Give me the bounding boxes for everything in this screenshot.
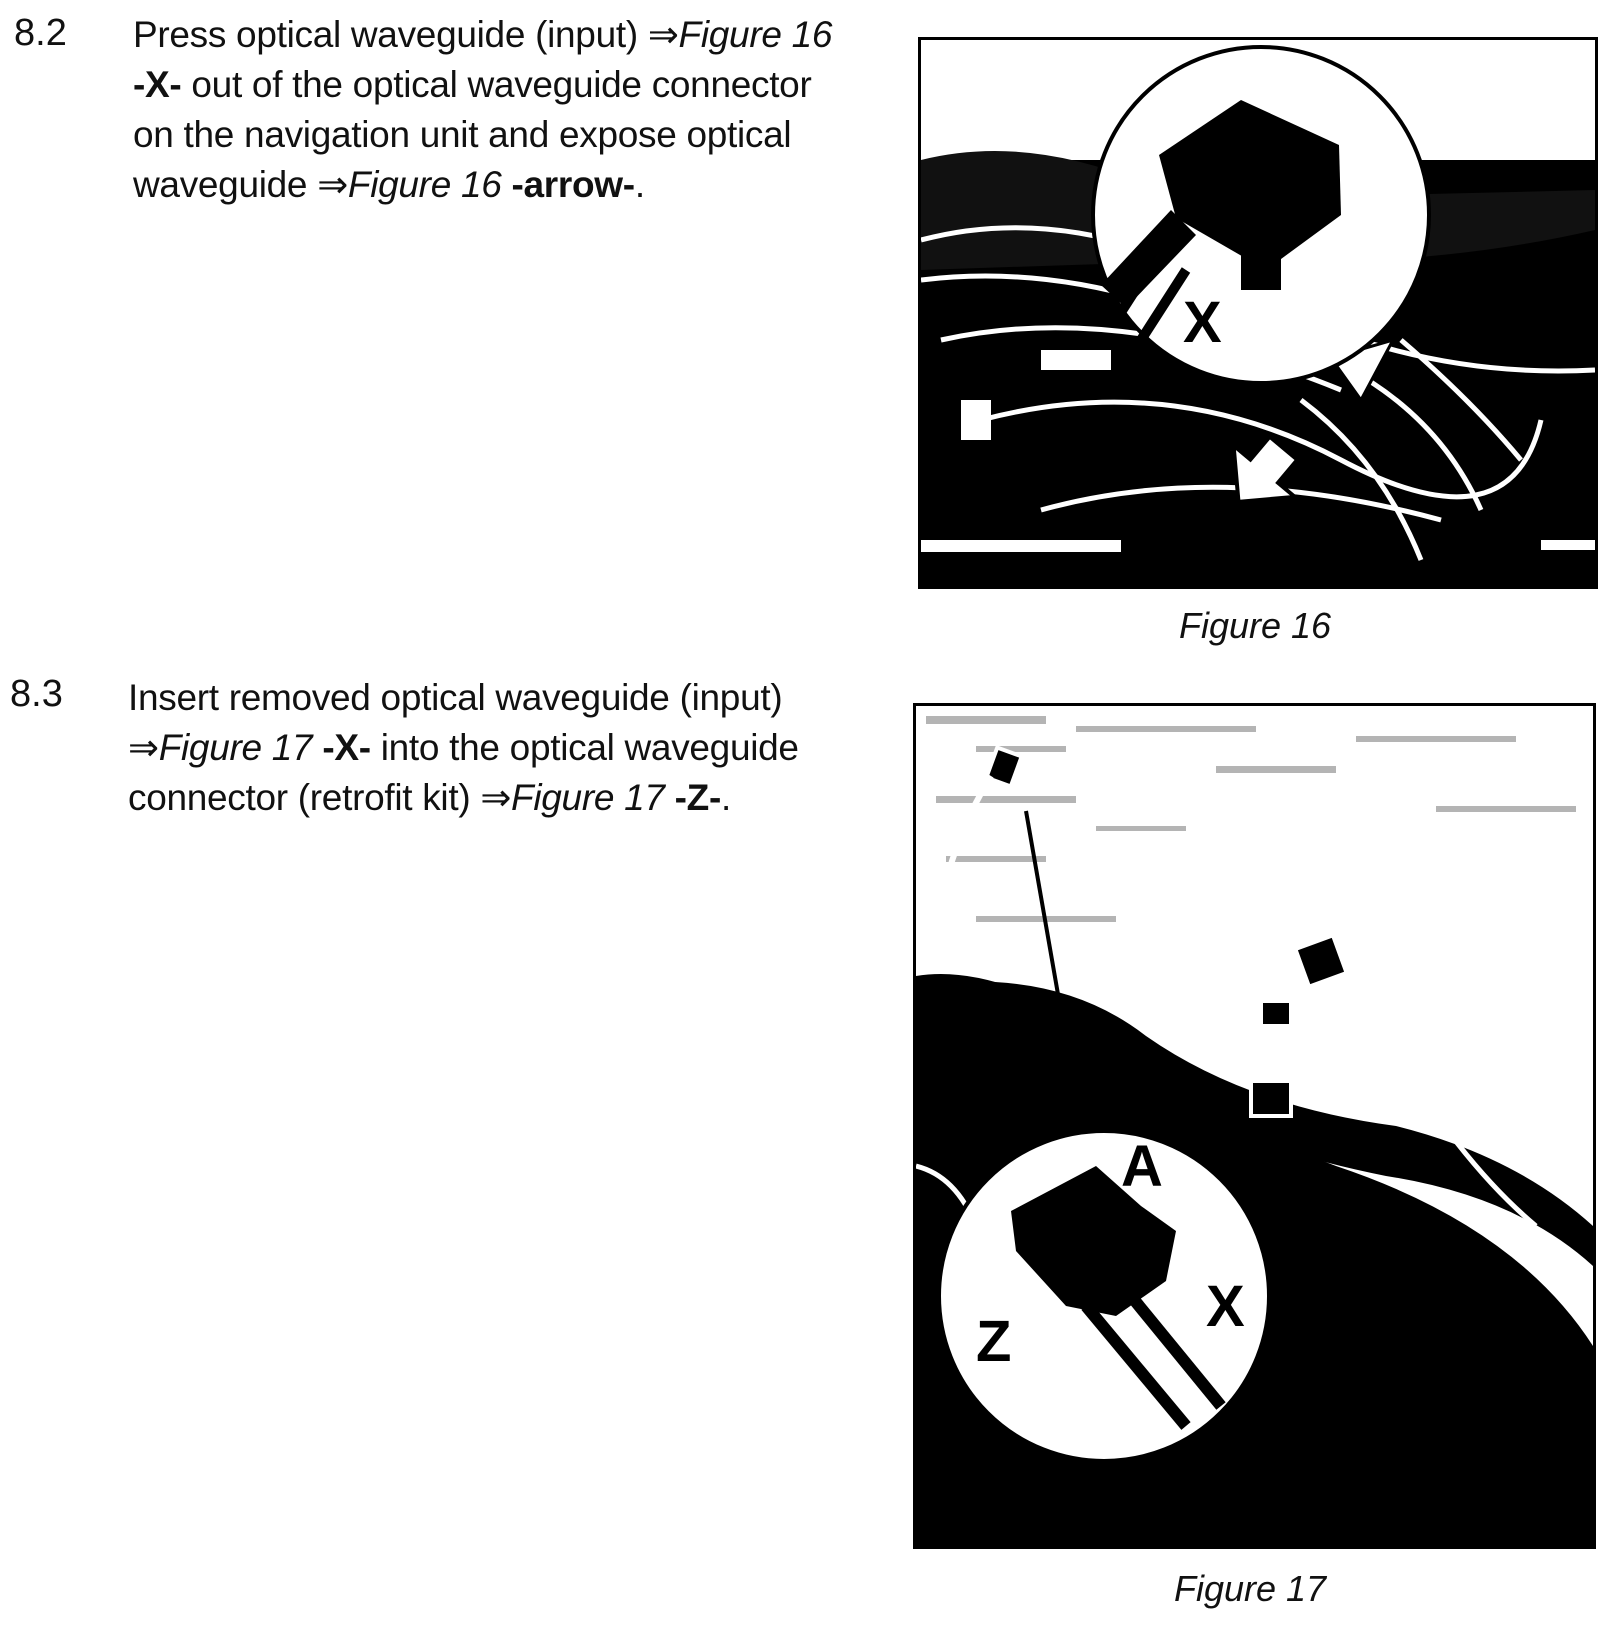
step-text-part	[312, 727, 322, 768]
step-text-part	[502, 164, 512, 205]
part-reference: -Z-	[674, 777, 721, 818]
step-number: 8.3	[10, 673, 63, 715]
step-instruction	[133, 10, 853, 210]
step-text-part: Insert removed optical waveguide (input)	[128, 677, 783, 718]
step-text-part: into the optical waveguide connector (retrofit kit)	[128, 727, 799, 818]
callout-label-x: X	[1206, 1274, 1245, 1339]
part-reference: -X-	[322, 727, 371, 768]
step-text-part: .	[634, 164, 645, 205]
figure-reference-link[interactable]: Figure 17	[511, 777, 665, 818]
figure-caption: Figure 17	[1173, 1568, 1327, 1609]
callout-label-a: A	[1121, 1134, 1163, 1199]
arrow-glyph: ⇒	[128, 727, 159, 768]
figure-16-image	[918, 37, 1598, 589]
step-text-part	[665, 777, 675, 818]
step-number: 8.2	[14, 12, 67, 54]
callout-label-z: Z	[976, 1309, 1012, 1374]
step-text-part: out of the optical waveguide connector on the navigation unit and expose optical waveguide	[133, 64, 812, 205]
callout-label-x: X	[1183, 290, 1222, 355]
figure-reference-link[interactable]: Figure 16	[347, 164, 502, 205]
arrow-glyph: ⇒	[480, 777, 512, 818]
figure-caption: Figure 16	[1178, 605, 1332, 646]
step-instruction	[128, 673, 848, 823]
arrow-glyph: ⇒	[647, 14, 679, 55]
step-text-part: .	[721, 777, 731, 818]
figure-reference-link[interactable]: Figure 16	[678, 14, 833, 55]
figure-17-image	[913, 703, 1596, 1549]
part-reference: -arrow-	[511, 164, 635, 205]
step-text-part: Press optical waveguide (input)	[133, 14, 648, 55]
figure-reference-link[interactable]: Figure 17	[158, 727, 313, 768]
part-reference: -X-	[133, 64, 182, 105]
arrow-glyph: ⇒	[317, 164, 348, 205]
